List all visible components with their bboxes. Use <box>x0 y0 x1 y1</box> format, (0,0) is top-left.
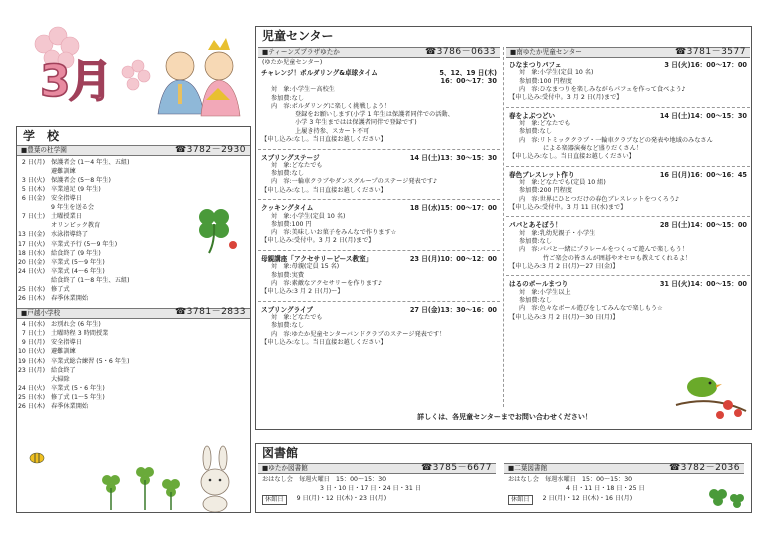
schedule-row: 4 日(水) お別れ会 (6 年生) <box>21 321 101 329</box>
event-line: 参加費:なし <box>271 170 305 178</box>
school-tel[interactable]: ☎3781－2833 <box>174 307 246 318</box>
event-line: 対 象:小学生(定員 10 名) <box>271 212 346 220</box>
schedule-row: オリンピック教育 <box>51 222 101 230</box>
center-tel[interactable]: ☎3786－0633 <box>424 46 496 57</box>
event-line: 参加費:200 円程度 <box>519 187 572 195</box>
event-title-row <box>509 280 747 288</box>
event-line: 内 容:素敵なアクセサリーを作ります♪ <box>271 279 383 287</box>
event-title: 春をよぶつどい <box>509 111 556 120</box>
event-line: 対 象:どなたでも <box>271 161 323 169</box>
schedule-row: 20 日(金) 卒業式 (5～9 年生) <box>17 258 105 266</box>
schedule-row: 給食終了 (1～8 年生、五組) <box>51 276 130 284</box>
closed-days-row: 休館日 2 日(月)・12 日(木)・16 日(月) <box>504 493 744 507</box>
event-block <box>506 170 750 214</box>
library-header-bar <box>258 463 496 474</box>
library-title: 図書館 <box>262 446 299 460</box>
library-tel[interactable]: ☎3782－2036 <box>668 462 740 473</box>
schedule-row: 24 日(火) 卒業式 (5・6 年生) <box>17 384 105 392</box>
schedule-row: 7 日(土) 土曜時程 3 時間授業 <box>21 330 109 338</box>
month-label: 3月 <box>40 56 111 107</box>
schedule-row: 大掃除 <box>51 375 70 383</box>
event-title: クッキングタイム <box>261 204 314 213</box>
event-when-2: 16：00～17：30 <box>440 77 497 86</box>
school-header-bar <box>17 308 250 319</box>
event-title: スプリングステージ <box>261 153 320 162</box>
event-line: 対 象:母親(定員 15 名) <box>271 263 340 271</box>
event-title-row <box>261 204 497 212</box>
closed-days-row: 休館日 9 日(月)・12 日(木)・23 日(月) <box>258 493 496 507</box>
center-right-column <box>506 47 750 323</box>
event-title-row <box>509 61 747 69</box>
children-center-panel <box>255 26 752 430</box>
school-name: ■戸越小学校 <box>21 308 61 317</box>
library-name: ■ゆたか図書館 <box>262 464 308 473</box>
schedule-row: 23 日(月) 給食終了 <box>17 366 76 374</box>
event-line: 内 容:ボルダリングに楽しく挑戦しよう！ <box>271 102 391 110</box>
event-title-row <box>261 154 497 162</box>
schedule-row: 19 日(木) 卒業式総合練習 (5・6 年生) <box>17 357 130 365</box>
schedule-row: 6 日(金) 安全指導日 <box>21 195 82 203</box>
closed-tag: 休館日 <box>508 495 533 505</box>
event-line: 内 容:パパと一緒にプラレールをつくって遊んで楽しもう！ <box>519 246 688 254</box>
library-name: ■二葉図書館 <box>508 464 548 473</box>
schedule-row: 26 日(木) 春季休業開始 <box>17 403 89 411</box>
event-line: 内 容:美味しいお菓子をみんなで作ります☆ <box>271 229 397 237</box>
event-title: はるのボールまつり <box>509 280 569 289</box>
center-left-column <box>258 47 500 348</box>
event-line: 対 象:どなたでも(定員 10 組) <box>519 178 606 186</box>
event-title-row <box>261 306 497 314</box>
event-block <box>258 254 500 298</box>
library-panel <box>255 443 752 513</box>
event-block <box>258 203 500 247</box>
schedule-row: 24 日(火) 卒業式 (4～6 年生) <box>17 267 105 275</box>
event-extra: による楽器演奏など盛りだくさん！ <box>543 144 642 152</box>
center-title: 児童センター <box>262 29 334 43</box>
library-header-bar <box>504 463 744 474</box>
event-when: 27 日(金)13：30～16：00 <box>409 305 497 314</box>
bunny-clover-illustration <box>97 432 247 512</box>
event-when: 23 日(月)10：00～12：00 <box>409 255 497 264</box>
story-dates: 4 日・11 日・18 日・25 日 <box>566 485 645 492</box>
event-note: 【申し込み:受付中。3 月 11 日(水)まで】 <box>509 203 627 211</box>
event-title: パパとあそぼう！ <box>509 221 562 230</box>
school-name: ■豊葉の杜学園 <box>21 146 67 155</box>
event-note: 【申し込み:なし。当日直接お越しください】 <box>261 338 387 346</box>
event-line: 内 容:世界にひとつだけの春色ブレスレットをつくろう♪ <box>519 195 680 203</box>
event-line: 参加費:なし <box>271 94 305 102</box>
event-when: 28 日(土)14：00～15：00 <box>659 221 747 230</box>
event-extra: 上履き持参、スカート不可 <box>295 127 370 135</box>
event-title: ひなまつりパフェ <box>509 61 562 69</box>
event-block <box>506 111 750 163</box>
event-title-row <box>261 69 497 77</box>
schedule-row: 18 日(水) 給食終了 (9 年生) <box>17 249 101 257</box>
event-line: 参加費:なし <box>519 237 553 245</box>
schedule-row: 9 年生を送る会 <box>51 204 95 212</box>
month-badge <box>40 54 130 116</box>
event-title-row <box>509 221 747 229</box>
center-header-bar <box>506 47 750 58</box>
clover-icon <box>185 197 245 257</box>
event-note: 【申し込み:3 月 2 日(月)～】 <box>261 288 344 296</box>
event-line: 対 象:どなたでも <box>519 119 571 127</box>
event-line: 参加費:実費 <box>271 271 305 279</box>
event-note: 【申し込み:3 月 2 日(月)～27 日(金)】 <box>509 262 619 270</box>
event-block <box>258 305 500 349</box>
center-subname: (ゆたか児童センター) <box>262 59 323 66</box>
event-line: 内 容:色々なボール遊びをしてみんなで楽しもう☆ <box>519 305 663 313</box>
closed-tag: 休館日 <box>262 495 287 505</box>
story-time-row: おはなし会 毎週火曜日 15：00～15：30 <box>262 476 387 483</box>
event-line: 内 容:ひなまつりを楽しみながらパフェを作って食べよう♪ <box>519 85 686 93</box>
event-title: 母親講座「アクセサリーピース教室」 <box>261 255 373 264</box>
schedule-row: 7 日(土) 土曜授業日 <box>21 213 82 221</box>
event-line: 内 容:リトミッククラブ・一輪車クラブなどの発表や地域のみなさん <box>519 136 713 144</box>
schedule-row: 25 日(水) 修了式 <box>17 285 70 293</box>
schedule-row: 25 日(水) 修了式 (1～5 年生) <box>17 393 105 401</box>
event-when: 14 日(土)14：00～15：30 <box>659 111 747 120</box>
event-block <box>258 68 500 146</box>
event-extra: 登録をお願いします(小学 1 年生は保護者同伴での活動、 <box>295 111 454 119</box>
event-line: 対 象:小学生(定員 10 名) <box>519 69 594 77</box>
schedule-row: 13 日(金) 水泳指導終了 <box>17 231 89 239</box>
event-line: 対 象:どなたでも <box>271 314 323 321</box>
event-when: 3 日(火)16：00～17：00 <box>664 61 747 69</box>
event-line: 参加費:なし <box>271 322 305 330</box>
event-line: 内 容:ゆたか児童センターバンドクラブのステージ発表です！ <box>271 330 446 338</box>
event-note: 【申し込み:なし。当日直接お越しください】 <box>261 136 387 144</box>
event-when: 31 日(火)14：00～15：00 <box>659 280 747 289</box>
event-when: 5、12、19 日(木) <box>439 69 497 77</box>
event-line: 参加費:100 円程度 <box>519 77 572 85</box>
schedule-row: 5 日(木) 卒業遠足 (9 年生) <box>21 185 101 193</box>
schedule-row: 3 日(火) 保護者会 (5～8 年生) <box>21 176 111 184</box>
schedule-row: 避難訓練 <box>51 167 76 175</box>
center-header-bar <box>258 47 500 58</box>
event-title: 春色ブレスレット作り <box>509 170 575 179</box>
schedule-row: 26 日(木) 春季休業開始 <box>17 295 89 303</box>
school-tel[interactable]: ☎3782－2930 <box>174 144 246 155</box>
event-line: 内 容:一輪車クラブやダンスグループのステージ発表です♪ <box>271 178 438 186</box>
column-divider <box>503 47 504 407</box>
event-block <box>506 279 750 323</box>
event-extra: 竹ご楽会の皆さんが囲碁やオセロも教えてくれるよ！ <box>543 254 692 262</box>
event-note: 【申し込み:受付中。3 月 2 日(月)まで】 <box>509 94 623 102</box>
event-note: 【申し込み:3 月 2 日(月)～30 日(月)】 <box>509 313 619 321</box>
schedule-row: 2 日(月) 保護者会 (1～4 年生、五組) <box>21 158 130 166</box>
school-panel <box>16 126 251 513</box>
center-name: ■ティーンズプラザゆたか <box>262 48 340 57</box>
library-branch <box>258 463 496 507</box>
event-title-row <box>509 112 747 120</box>
center-name: ■南ゆたか児童センター <box>510 48 582 57</box>
event-line: 対 象:小学生～高校生 <box>271 86 335 94</box>
story-dates: 3 日・10 日・17 日・24 日・31 日 <box>320 485 421 492</box>
event-title: スプリングライブ <box>261 305 313 314</box>
school-schedule <box>17 319 250 414</box>
school-title: 学 校 <box>23 129 60 143</box>
clover-icon <box>702 484 746 512</box>
center-tel[interactable]: ☎3781－3577 <box>674 46 746 57</box>
event-line: 対 象:乳幼児親子・小学生 <box>519 229 596 237</box>
event-block <box>258 153 500 197</box>
event-line: 参加費:なし <box>519 297 553 304</box>
event-block <box>506 58 750 104</box>
event-title-row <box>509 171 747 179</box>
event-title: チャレンジ！ボルダリング&卓球タイム <box>261 69 378 77</box>
event-line: 参加費:なし <box>519 128 553 136</box>
event-line: 対 象:小学生以上 <box>519 288 571 296</box>
event-when: 16 日(月)16：00～16：45 <box>659 170 747 179</box>
bee-icon <box>27 449 47 465</box>
event-note: 【申し込み:受付中。3 月 2 日(月)まで】 <box>261 237 375 245</box>
event-note: 【申し込み:なし。当日直接お越しください】 <box>509 153 635 161</box>
event-when: 14 日(土)13：30～15：30 <box>409 153 497 162</box>
schedule-row: 17 日(火) 卒業式予行 (5～9 年生) <box>17 240 118 248</box>
schedule-row: 9 日(月) 安全指導日 <box>21 339 82 347</box>
schedule-row: 10 日(火) 避難訓練 <box>17 348 76 356</box>
story-time-row: おはなし会 毎週水曜日 15：00～15：30 <box>508 476 633 483</box>
event-extra: 小学 3 年生まではは保護者同伴で登録です) <box>295 119 417 127</box>
library-tel[interactable]: ☎3785－6677 <box>420 462 492 473</box>
center-footer: 詳しくは、各児童センターまでお問い合わせください！ <box>417 413 592 421</box>
event-line: 参加費:100 円 <box>271 220 312 228</box>
header-illustration <box>18 14 248 124</box>
event-block <box>506 220 750 272</box>
event-note: 【申し込み:なし。当日直接お越しください】 <box>261 186 387 194</box>
event-when: 18 日(水)15：00～17：00 <box>409 204 497 213</box>
school-header-bar <box>17 145 250 156</box>
